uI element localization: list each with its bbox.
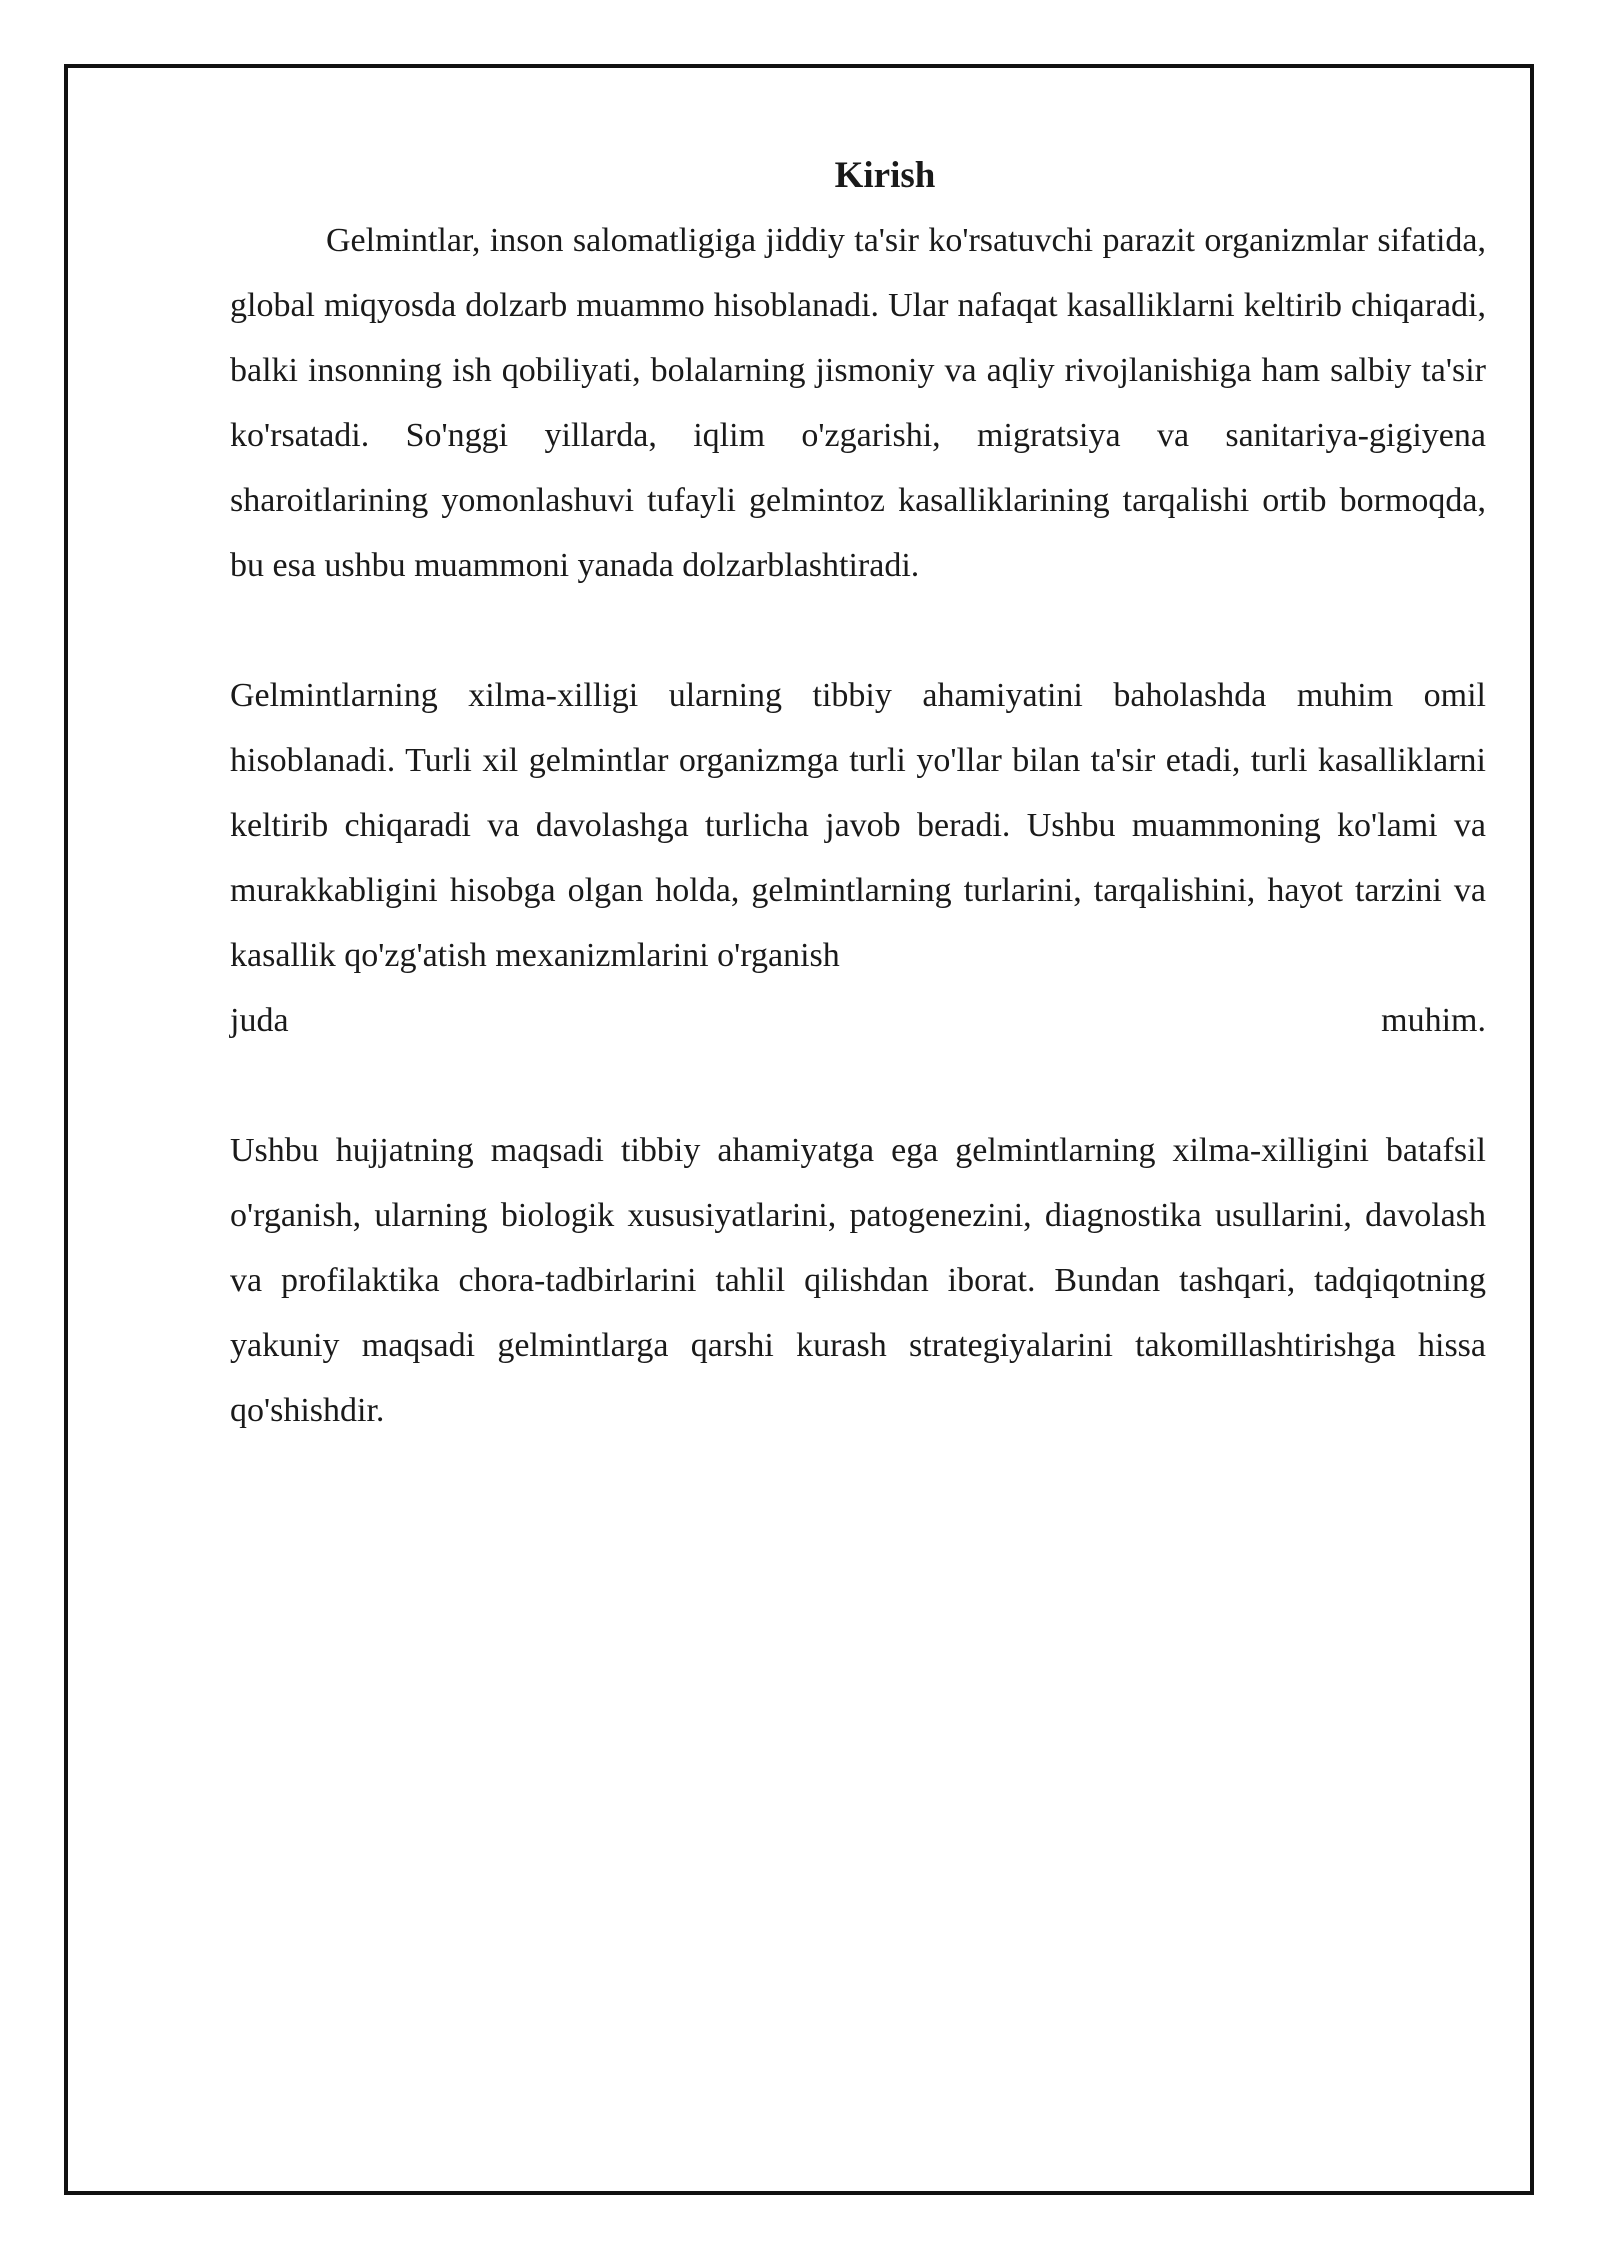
paragraph-2-body: Gelmintlarning xilma-xilligi ularning tibbiy ahamiyatini baholashda muhim omil hisoblanadi. Turli xil gelmintlar organizmga turli yo'llar bilan ta'sir etadi, turli kasalliklarni keltirib chiqaradi va davolashga turlicha javob beradi. Ushbu muammoning ko'lami va murakkabligini hisobga olgan holda, gelmintlarning turlarini, tarqalishini, hayot tarzini va kasallik qo'zg'atish mexanizmlarini o'rganish: [230, 677, 1486, 974]
paragraph-1: Gelmintlar, inson salomatligiga jiddiy ta'sir ko'rsatuvchi parazit organizmlar sifatida, global miqyosda dolzarb muammo hisoblanadi. Ular nafaqat kasalliklarni keltirib chiqaradi, balki insonning ish qobiliyati, bolalarning jismoniy va aqliy rivojlanishiga ham salbiy ta'sir ko'rsatadi. So'nggi yillarda, iqlim o'zgarishi, migratsiya va sanitariya-gigiyena sharoitlarining yomonlashuvi tufayli gelmintoz kasalliklarining tarqalishi ortib bormoqda, bu esa ushbu muammoni yanada dolzarblashtiradi.: [230, 222, 1486, 584]
document-title: Kirish: [834, 155, 936, 196]
paragraph-2-last-word-left: juda: [230, 1002, 289, 1039]
document-body: [230, 150, 1486, 1443]
paragraph-2-last-word-right: muhim.: [1381, 1002, 1486, 1039]
paragraph-2: [230, 663, 1486, 1053]
paragraph-3: Ushbu hujjatning maqsadi tibbiy ahamiyatga ega gelmintlarning xilma-xilligini batafsil o'rganish, ularning biologik xususiyatlarini, patogenezini, diagnostika usullarini, davolash va profilaktika chora-tadbirlarini tahlil qilishdan iborat. Bundan tashqari, tadqiqotning yakuniy maqsadi gelmintlarga qarshi kurash strategiyalarini takomillashtirishga hissa qo'shishdir.: [230, 1132, 1486, 1429]
paragraph-2-last-line: [230, 988, 1486, 1053]
